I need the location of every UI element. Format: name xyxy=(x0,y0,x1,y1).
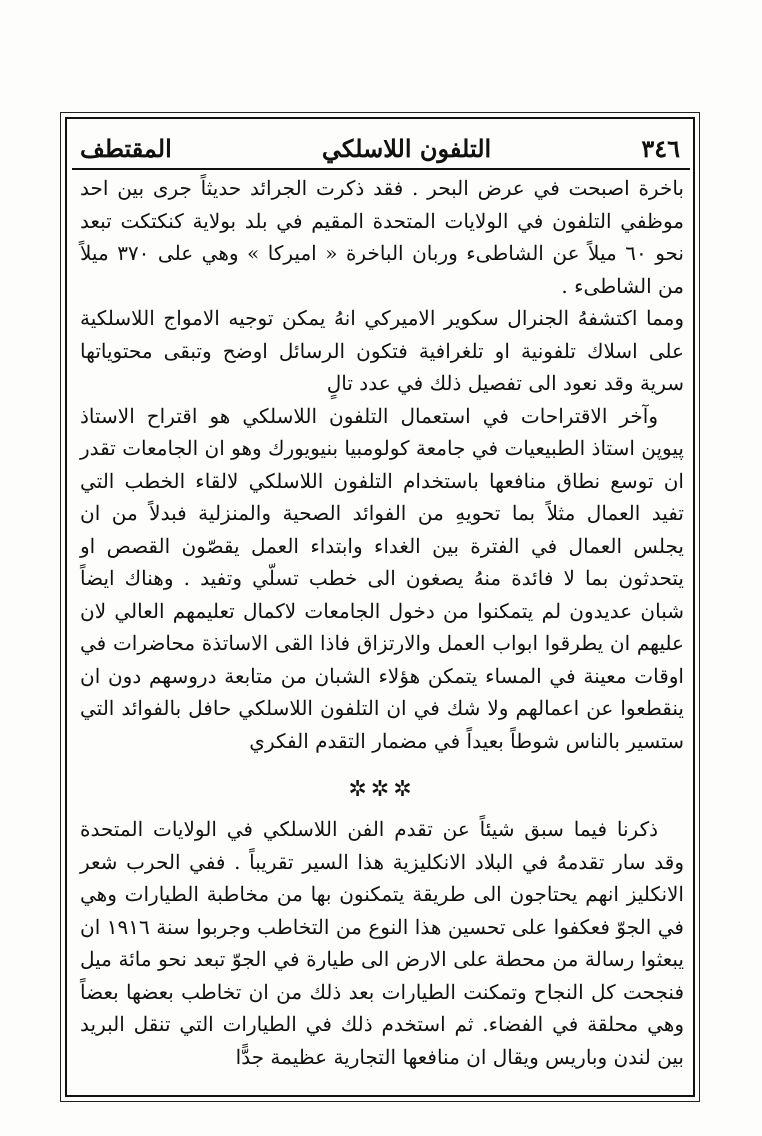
paragraph: ذكرنا فيما سبق شيئاً عن تقدم الفن اللاسلكي في الولايات المتحدة وقد سار تقدمهُ في البلاد الانكليزية هذا السير تقريباً . ففي الحرب شعر الانكليز انهم يحتاجون الى طريقة يتمكنون بها من مخاطبة الطيارات وهي في الجوّ فعكفوا على تحسين هذا النوع من التخاطب وجربوا سنة ١٩١٦ ان يبعثوا رسالة من محطة على الارض الى طيارة في الجوّ تبعد نحو مائة ميل فنجحت كل النجاح وتمكنت الطيارات بعد ذلك من ان تخاطب بعضها بعضاً وهي محلقة في الفضاء. ثم استخدم ذلك في الطيارات التي تنقل البريد بين لندن وباريس ويقال ان منافعها التجارية عظيمة جدًّا xyxy=(80,817,684,1069)
running-title: التلفون اللاسلكي xyxy=(321,133,492,163)
article-body xyxy=(80,172,684,1073)
header-rule xyxy=(72,168,690,170)
paragraph: ومما اكتشفهُ الجنرال سكوير الاميركي انهُ يمكن توجيه الامواج اللاسلكية على اسلاك تلفونية او تلغرافية فتكون الرسائل اوضح وتبقى محتوياتها سرية وقد نعود الى تفصيل ذلك في عدد تالٍ xyxy=(80,306,684,395)
running-header xyxy=(80,128,680,168)
paragraph: وآخر الاقتراحات في استعمال التلفون اللاسلكي هو اقتراح الاستاذ پيوپن استاذ الطبيعيات في جامعة كولومبيا بنيويورك وهو ان الجامعات تقدر ان توسع نطاق منافعها باستخدام التلفون اللاسلكي لالقاء الخطب التي تفيد العمال مثلاً بما تحويهِ من الفوائد الصحية والمنزلية فبدلاً من ان يجلس العمال في الفترة بين الغداء وابتداء العمل يقصّون القصص او يتحدثون بما لا فائدة منهُ يصغون الى خطب تسلّي وتفيد . وهناك ايضاً شبان عديدون لم يتمكنوا من دخول الجامعات لاكمال تعليمهم العالي لان عليهم ان يطرقوا ابواب العمل والارتزاق فاذا القى الاساتذة محاضرات في اوقات معينة في المساء يتمكن هؤلاء الشبان من متابعة دروسهم دون ان ينقطعوا عن اعمالهم ولا شك في ان التلفون اللاسلكي حافل بالفوائد التي ستسير بالناس شوطاً بعيداً في مضمار التقدم الفكري xyxy=(80,403,684,753)
page-number: ٣٤٦ xyxy=(641,133,680,163)
journal-name: المقتطف xyxy=(80,133,172,163)
paragraph: باخرة اصبحت في عرض البحر . فقد ذكرت الجرائد حديثاً جرى بين احد موظفي التلفون في الولايات المتحدة المقيم في بلد بولاية كنكتكت تبعد نحو ٦٠ ميلاً عن الشاطىء وربان الباخرة « اميركا » وهي على ٣٧٠ ميلاً من الشاطىء . xyxy=(80,176,684,298)
section-divider: ✲✲✲ xyxy=(348,777,416,802)
